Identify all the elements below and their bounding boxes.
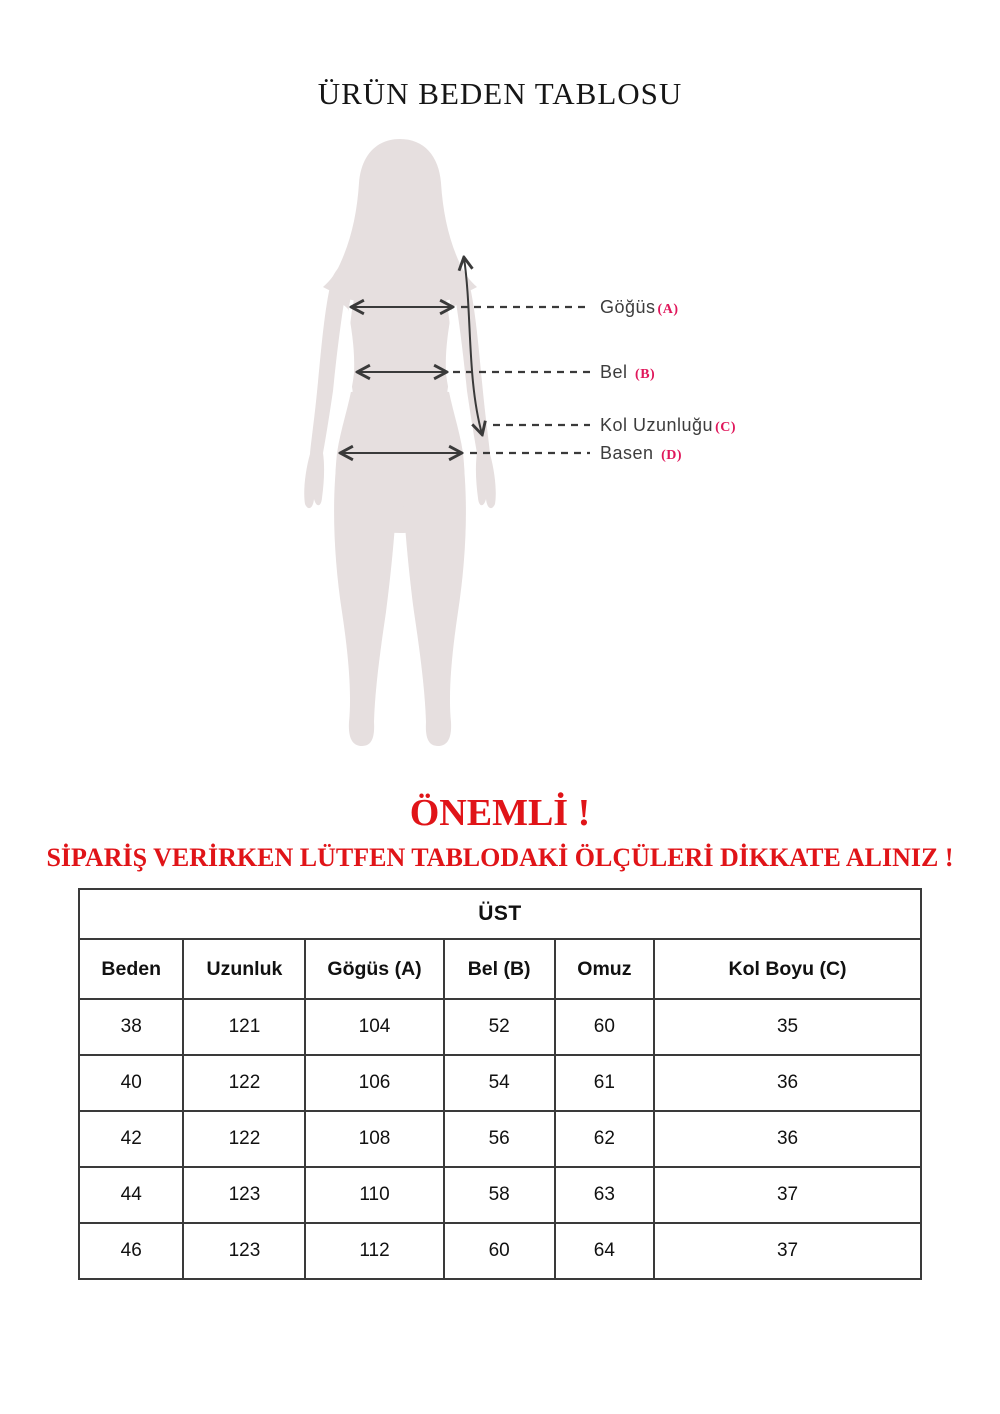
waist-label-letter: (B) — [635, 367, 656, 382]
size-row — [79, 1055, 921, 1111]
size-cell: 123 — [183, 1167, 305, 1223]
arm-length-label — [600, 415, 736, 436]
chest-label-letter: (A) — [657, 302, 679, 317]
column-header-omuz: Omuz — [555, 939, 654, 999]
chest-label-text: Göğüs — [600, 297, 656, 317]
waist-label — [600, 362, 655, 383]
column-header-bel: Bel (B) — [444, 939, 555, 999]
size-cell: 63 — [555, 1167, 654, 1223]
size-cell: 122 — [183, 1111, 305, 1167]
size-cell: 122 — [183, 1055, 305, 1111]
size-cell: 64 — [555, 1223, 654, 1279]
table-group-header: ÜST — [79, 889, 921, 939]
size-cell: 60 — [555, 999, 654, 1055]
size-cell: 36 — [654, 1111, 921, 1167]
chest-label — [600, 297, 678, 318]
size-row — [79, 1111, 921, 1167]
size-cell: 104 — [305, 999, 443, 1055]
arm-length-label-text: Kol Uzunluğu — [600, 415, 714, 435]
size-cell: 38 — [79, 999, 183, 1055]
column-header-beden: Beden — [79, 939, 183, 999]
size-cell: 56 — [444, 1111, 555, 1167]
table-header-row — [79, 939, 921, 999]
size-cell: 52 — [444, 999, 555, 1055]
table-group-row — [79, 889, 921, 939]
size-row — [79, 1223, 921, 1279]
hip-label — [600, 443, 682, 464]
important-warning-text: SİPARİŞ VERİRKEN LÜTFEN TABLODAKİ ÖLÇÜLERİ DİKKATE ALINIZ ! — [46, 843, 954, 872]
waist-label-text: Bel — [600, 362, 628, 382]
size-cell: 58 — [444, 1167, 555, 1223]
size-cell: 46 — [79, 1223, 183, 1279]
column-header-kol-boyu: Kol Boyu (C) — [654, 939, 921, 999]
page-title: ÜRÜN BEDEN TABLOSU — [317, 76, 683, 111]
size-cell: 123 — [183, 1223, 305, 1279]
column-header-gogus: Gögüs (A) — [305, 939, 443, 999]
size-cell: 61 — [555, 1055, 654, 1111]
size-row — [79, 1167, 921, 1223]
important-heading: ÖNEMLİ ! — [409, 792, 591, 834]
size-cell: 36 — [654, 1055, 921, 1111]
size-cell: 121 — [183, 999, 305, 1055]
size-cell: 106 — [305, 1055, 443, 1111]
size-table — [78, 888, 922, 1280]
size-cell: 110 — [305, 1167, 443, 1223]
arm-length-label-letter: (C) — [715, 420, 737, 435]
size-cell: 62 — [555, 1111, 654, 1167]
column-header-uzunluk: Uzunluk — [183, 939, 305, 999]
silhouette-left-leg — [334, 450, 397, 746]
female-silhouette — [304, 139, 496, 746]
size-cell: 108 — [305, 1111, 443, 1167]
size-cell: 37 — [654, 1223, 921, 1279]
hip-label-text: Basen — [600, 443, 654, 463]
size-cell: 44 — [79, 1167, 183, 1223]
size-cell: 40 — [79, 1055, 183, 1111]
size-row — [79, 999, 921, 1055]
hip-label-letter: (D) — [661, 448, 682, 463]
size-cell: 112 — [305, 1223, 443, 1279]
size-cell: 37 — [654, 1167, 921, 1223]
silhouette-right-leg — [403, 450, 466, 746]
size-cell: 35 — [654, 999, 921, 1055]
size-cell: 60 — [444, 1223, 555, 1279]
size-cell: 54 — [444, 1055, 555, 1111]
size-cell: 42 — [79, 1111, 183, 1167]
